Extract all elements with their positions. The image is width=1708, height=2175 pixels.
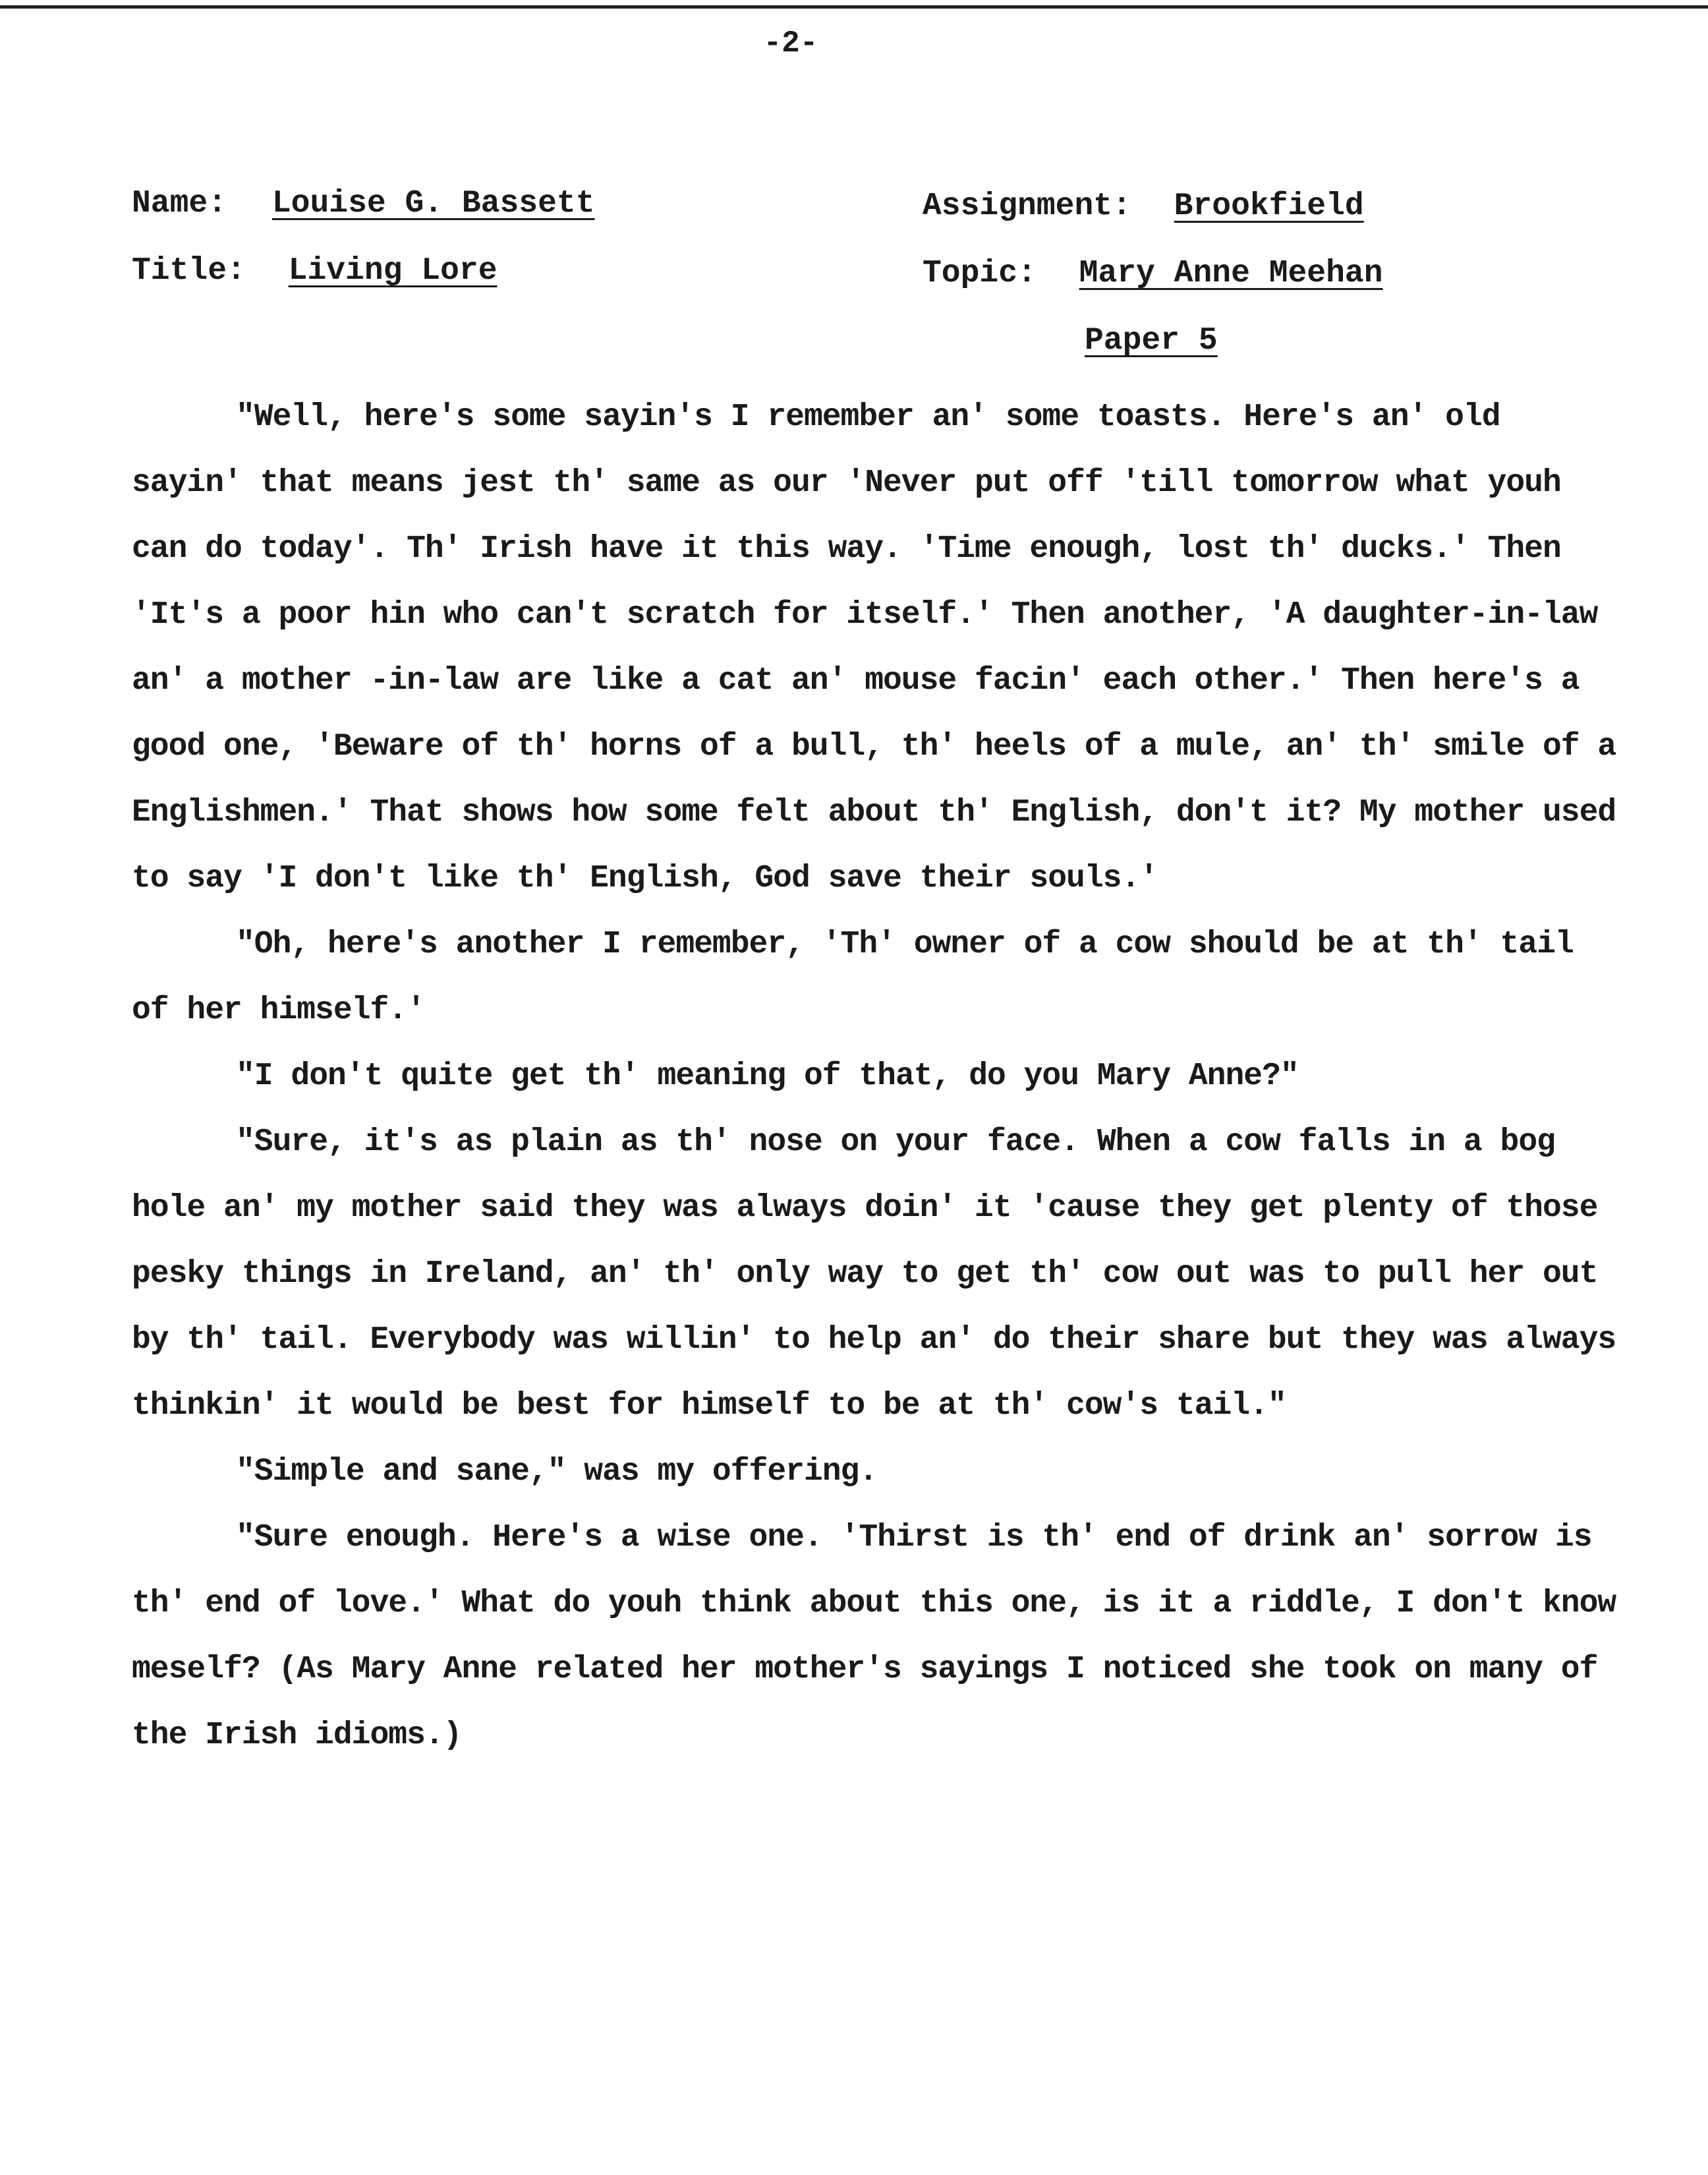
paper-value: Paper 5 (1085, 323, 1218, 359)
topic-field (923, 256, 1383, 291)
interview-text (132, 384, 1621, 1768)
paragraph: "I don't quite get th' meaning of that, do you Mary Anne?" (236, 1058, 1299, 1094)
assignment-value: Brookfield (1174, 188, 1364, 224)
assignment-field (923, 188, 1364, 224)
topic-label: Topic: (923, 256, 1037, 291)
paragraph: "Well, here's some sayin's I remember an' some toasts. Here's an' old sayin' that means jest th' same as our 'Never put off 'till tomorrow what youh can do today'. Th' Irish have it this way. 'Time enough, lost th' ducks.' Then 'It's a poor hin who can't scratch for itself.' Then another, 'A daughter-in-law an' a mother -in-law are like a cat an' mouse facin' each other.' Then here's a good one, 'Beware of th' horns of a bull, th' heels of a mule, an' th' smile of a Englishmen.' That shows how some felt about th' English, don't it? My mother used to say 'I don't like th' English, God save their souls.' (132, 399, 1616, 896)
assignment-label: Assignment: (923, 188, 1131, 224)
top-rule (0, 5, 1708, 9)
title-field (132, 253, 498, 289)
topic-value: Mary Anne Meehan (1079, 256, 1383, 291)
title-value: Living Lore (288, 253, 498, 289)
paragraph: "Oh, here's another I remember, 'Th' owner of a cow should be at th' tail of her himself.' (132, 927, 1574, 1028)
page-number: -2- (763, 26, 818, 61)
paragraph: "Sure, it's as plain as th' nose on your face. When a cow falls in a bog hole an' my mother said they was always doin' it 'cause they get plenty of those pesky things in Ireland, an' th' only way to get th' cow out was to pull her out by th' tail. Everybody was willin' to help an' do their share but they was always thinkin' it would be best for himself to be at th' cow's tail." (132, 1124, 1616, 1424)
paper-number (1085, 323, 1218, 359)
name-value: Louise G. Bassett (271, 186, 595, 221)
paragraph: "Sure enough. Here's a wise one. 'Thirst is th' end of drink an' sorrow is th' end of love.' What do youh think about this one, is it a riddle, I don't know meself? (As Mary Anne related her mother's sayings I noticed she took on many of the Irish idioms.) (132, 1520, 1616, 1753)
name-label: Name: (132, 186, 227, 221)
paragraph: "Simple and sane," was my offering. (236, 1454, 878, 1490)
title-label: Title: (132, 253, 246, 289)
name-field (132, 186, 595, 221)
